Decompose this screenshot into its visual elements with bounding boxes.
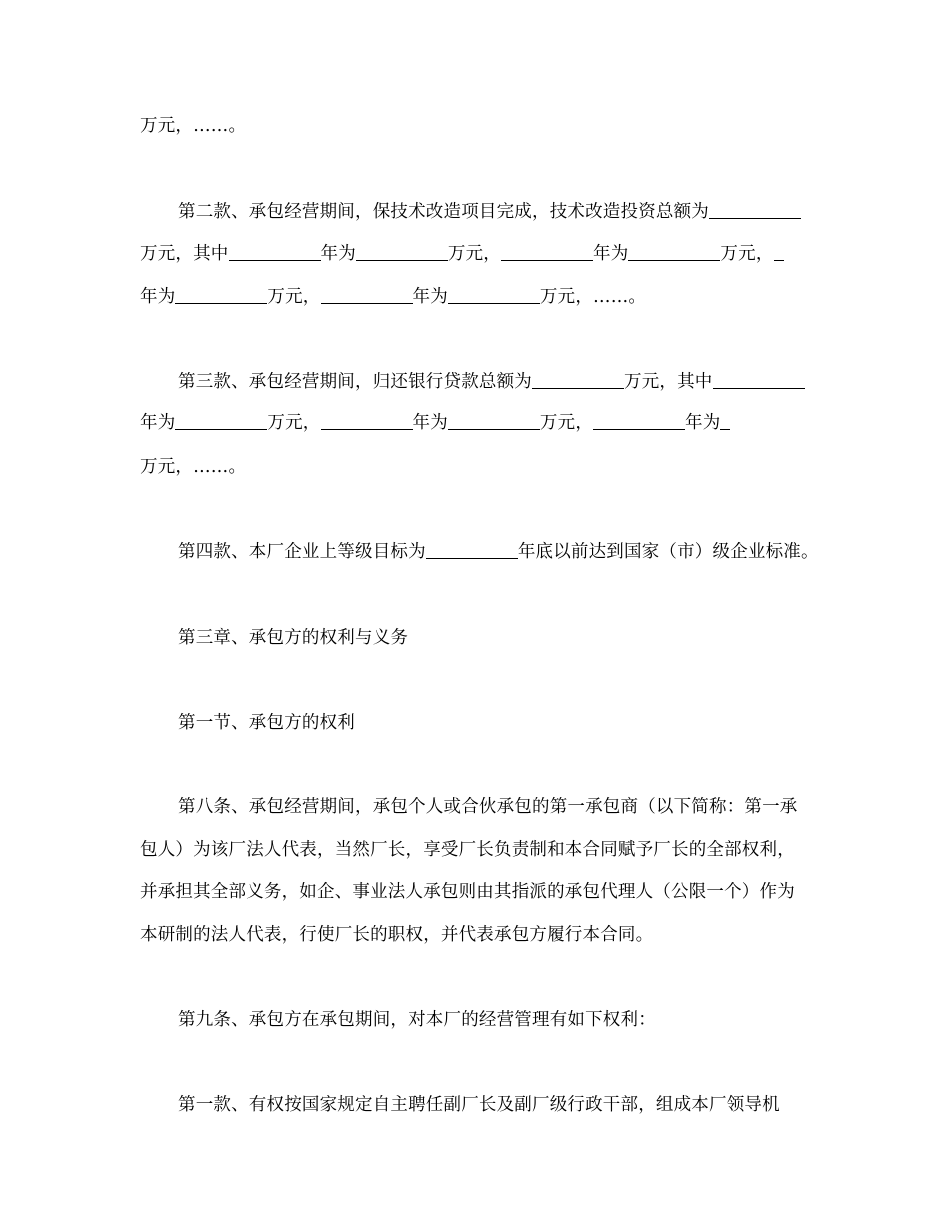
- blank-field[interactable]: [532, 371, 624, 389]
- blank-field[interactable]: [229, 243, 321, 261]
- article8-line3: 并承担其全部义务，如企、事业法人承包则由其指派的承包代理人（公限一个）作为: [140, 882, 795, 902]
- blank-field[interactable]: [501, 243, 593, 261]
- blank-field[interactable]: [356, 243, 448, 261]
- chapter-heading: 第三章、承包方的权利与义务: [178, 628, 409, 648]
- clause2-line3: 年为 万元， 年为 万元，……。: [140, 287, 647, 307]
- blank-field[interactable]: [709, 201, 801, 219]
- clause3-line3: 万元，……。: [140, 457, 247, 477]
- clause4-line1: 第四款、本厂企业上等级目标为 年底以前达到国家（市）级企业标准。: [178, 542, 819, 562]
- clause1-continuation: 万元，……。: [140, 116, 247, 136]
- blank-field[interactable]: [713, 371, 805, 389]
- clause3-line1: 第三款、承包经营期间，归还银行贷款总额为 万元，其中: [178, 370, 805, 394]
- blank-field[interactable]: [448, 286, 540, 304]
- blank-field[interactable]: [720, 412, 730, 430]
- article9-line1: 第九条、承包方在承包期间，对本厂的经营管理有如下权利：: [178, 1010, 656, 1030]
- blank-field[interactable]: [175, 286, 267, 304]
- blank-field[interactable]: [448, 412, 540, 430]
- article8-line2: 包人）为该厂法人代表，当然厂长，享受厂长负责制和本合同赋予厂长的全部权利，: [140, 840, 795, 860]
- clause2-line1: 第二款、承包经营期间，保技术改造项目完成，技术改造投资总额为: [178, 200, 801, 224]
- blank-field[interactable]: [175, 412, 267, 430]
- blank-field[interactable]: [774, 243, 784, 261]
- clause3-line2: 年为 万元， 年为 万元， 年为: [140, 411, 730, 435]
- blank-field[interactable]: [321, 412, 413, 430]
- article8-line4: 本研制的法人代表，行使厂长的职权，并代表承包方履行本合同。: [140, 925, 654, 945]
- blank-field[interactable]: [628, 243, 720, 261]
- section-heading: 第一节、承包方的权利: [178, 713, 355, 733]
- blank-field[interactable]: [426, 541, 518, 559]
- clause2-line2: 万元，其中 年为 万元， 年为 万元，: [140, 242, 784, 266]
- article9-clause1-line1: 第一款、有权按国家规定自主聘任副厂长及副厂级行政干部，组成本厂领导机: [178, 1095, 780, 1115]
- blank-field[interactable]: [593, 412, 685, 430]
- article8-line1: 第八条、承包经营期间，承包个人或合伙承包的第一承包商（以下简称：第一承: [178, 797, 798, 817]
- blank-field[interactable]: [321, 286, 413, 304]
